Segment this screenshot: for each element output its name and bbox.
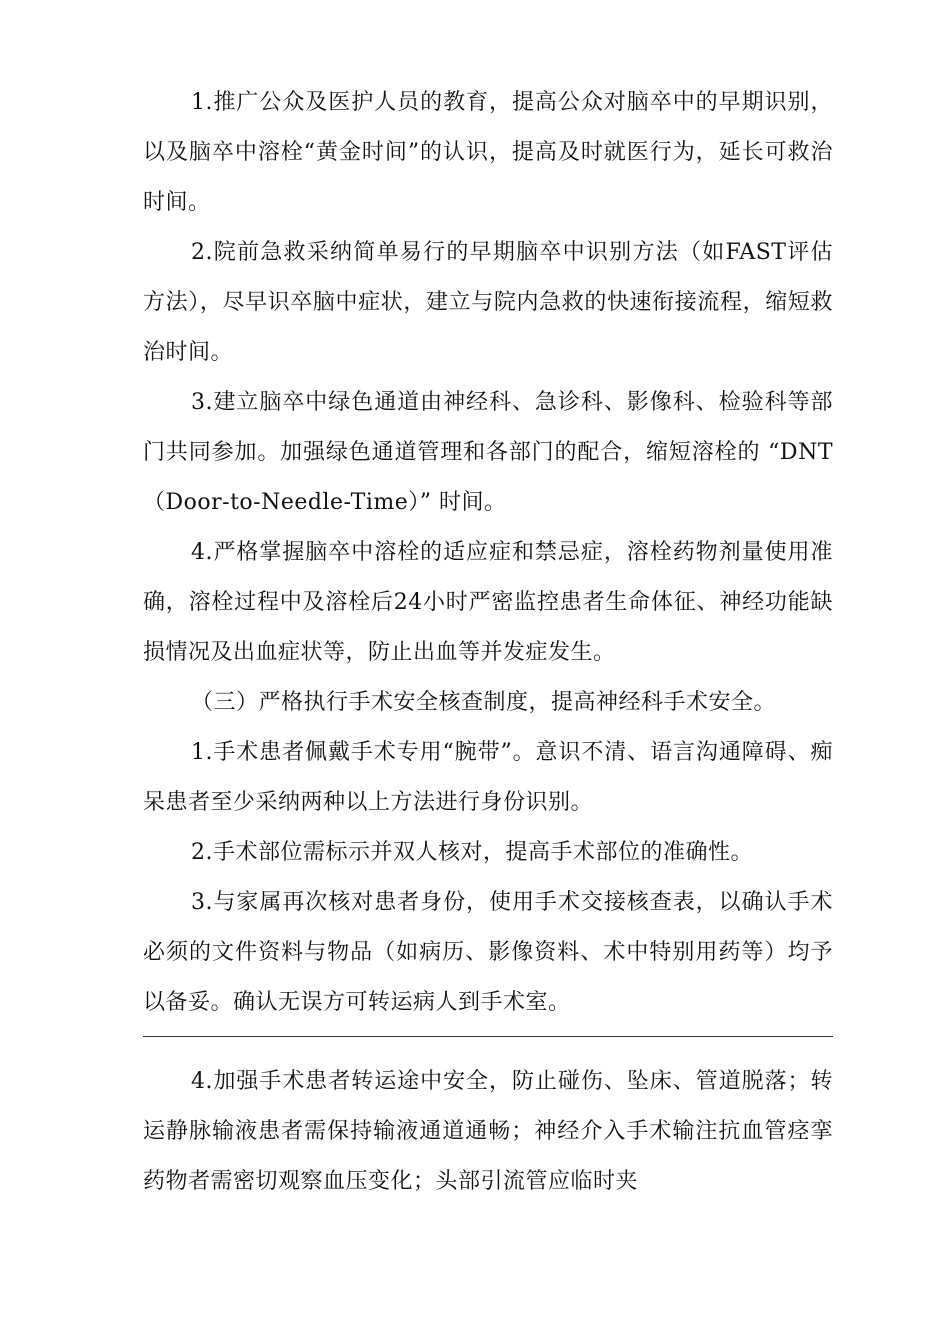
page-divider [143, 1036, 833, 1037]
paragraph-prehospital-fast: 2.院前急救采纳简单易行的早期脑卒中识别方法（如FAST评估方法），尽早识卒脑中症状，建立与院内急救的快速衔接流程，缩短救治时间。 [143, 240, 833, 365]
paragraph-transfer-safety: 4.加强手术患者转运途中安全，防止碰伤、坠床、管道脱落；转运静脉输液患者需保持输液通道通畅；神经介入手术输注抗血管痉挛药物者需密切观察血压变化；头部引流管应临时夹 [143, 1069, 833, 1194]
section-heading-surgery-safety: （三）严格执行手术安全核查制度，提高神经科手术安全。 [191, 690, 777, 715]
paragraph-thrombolysis: 4.严格掌握脑卒中溶栓的适应症和禁忌症，溶栓药物剂量使用准确，溶栓过程中及溶栓后24小时严密监控患者生命体征、神经功能缺损情况及出血症状等，防止出血等并发症发生。 [143, 540, 833, 665]
paragraph-public-education: 1.推广公众及医护人员的教育，提高公众对脑卒中的早期识别，以及脑卒中溶栓“黄金时间”的认识，提高及时就医行为，延长可救治时间。 [143, 90, 833, 215]
paragraph-green-channel: 3.建立脑卒中绿色通道由神经科、急诊科、影像科、检验科等部门共同参加。加强绿色通道管理和各部门的配合，缩短溶栓的 “DNT（Door-to-Needle-Time）” 时间。 [143, 390, 833, 515]
paragraph-identity-check: 3.与家属再次核对患者身份，使用手术交接核查表，以确认手术必须的文件资料与物品（如病历、影像资料、术中特别用药等）均予以备妥。确认无误方可转运病人到手术室。 [143, 890, 833, 1015]
document-page [143, 78, 833, 1207]
paragraph-wristband: 1.手术患者佩戴手术专用“腕带”。意识不清、语言沟通障碍、痴呆患者至少采纳两种以上方法进行身份识别。 [143, 740, 833, 815]
paragraph-site-marking: 2.手术部位需标示并双人核对，提高手术部位的准确性。 [191, 840, 753, 865]
